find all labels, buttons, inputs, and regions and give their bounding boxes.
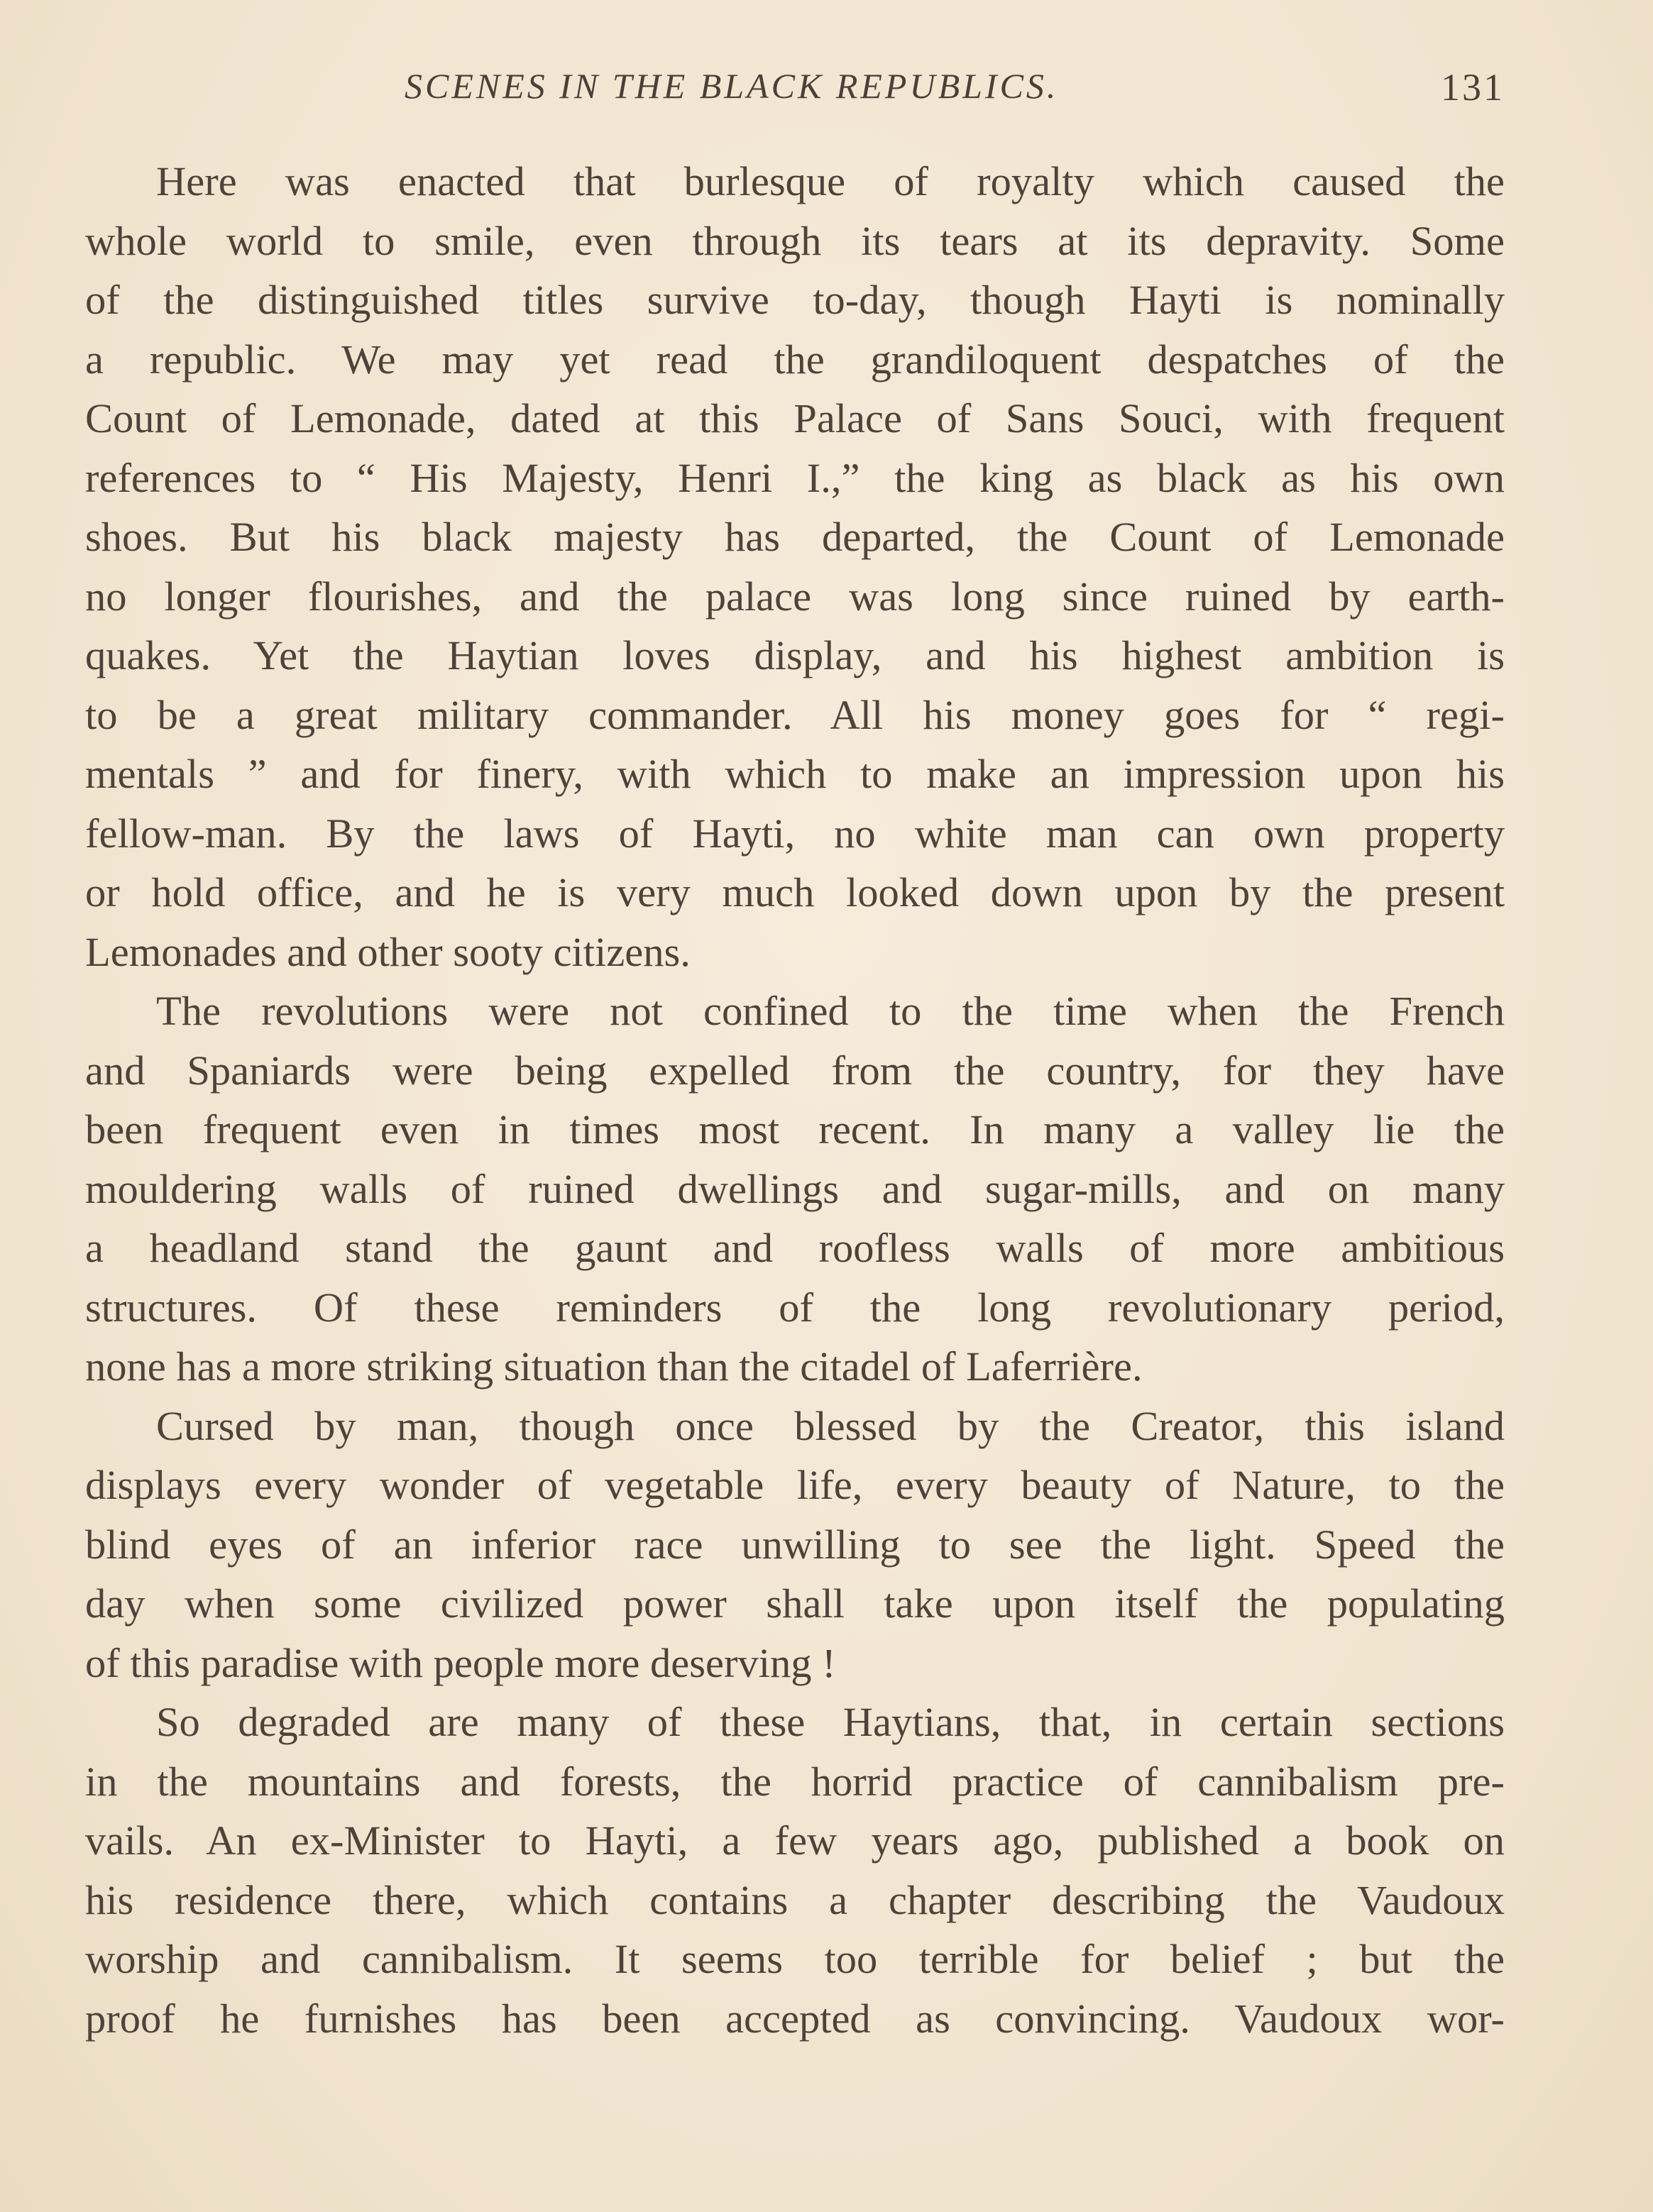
text-line: day when some civilized power shall take upon itself the populating xyxy=(85,1580,1505,1627)
text-line: mouldering walls of ruined dwellings and sugar-mills, and on many xyxy=(85,1165,1505,1212)
text-line: proof he furnishes has been accepted as convincing. Vaudoux wor- xyxy=(85,1995,1505,2042)
text-line: mentals ” and for finery, with which to make an impression upon his xyxy=(85,751,1505,797)
text-line: to be a great military commander. All his money goes for “ regi- xyxy=(85,691,1505,738)
text-line: none has a more striking situation than the citadel of Laferrière. xyxy=(85,1343,1143,1390)
text-line: whole world to smile, even through its tears at its depravity. Some xyxy=(85,217,1505,264)
text-line: a headland stand the gaunt and roofless walls of more ambitious xyxy=(85,1225,1505,1271)
text-line: displays every wonder of vegetable life, every beauty of Nature, to the xyxy=(85,1462,1505,1508)
text-line: blind eyes of an inferior race unwilling to see the light. Speed the xyxy=(85,1521,1505,1568)
page-number: 131 xyxy=(1441,66,1505,109)
text-line: in the mountains and forests, the horrid practice of cannibalism pre- xyxy=(85,1758,1505,1805)
text-line: references to “ His Majesty, Henri I.,” the king as black as his own xyxy=(85,454,1505,501)
text-line: a republic. We may yet read the grandiloquent despatches of the xyxy=(85,336,1505,383)
text-line: Cursed by man, though once blessed by the Creator, this island xyxy=(156,1402,1505,1449)
text-line: worship and cannibalism. It seems too terrible for belief ; but the xyxy=(85,1936,1505,1982)
running-title: SCENES IN THE BLACK REPUBLICS. xyxy=(405,66,1059,106)
text-line: The revolutions were not confined to the time when the French xyxy=(156,988,1505,1034)
text-line: his residence there, which contains a chapter describing the Vaudoux xyxy=(85,1876,1505,1923)
text-line: fellow-man. By the laws of Hayti, no white man can own property xyxy=(85,810,1505,857)
text-line: So degraded are many of these Haytians, that, in certain sections xyxy=(156,1699,1505,1745)
text-line: shoes. But his black majesty has departed, the Count of Lemonade xyxy=(85,514,1505,560)
text-line: Count of Lemonade, dated at this Palace of Sans Souci, with frequent xyxy=(85,395,1505,441)
text-line: Here was enacted that burlesque of royalty which caused the xyxy=(156,158,1505,204)
text-line: Lemonades and other sooty citizens. xyxy=(85,928,691,975)
text-line: of this paradise with people more deserving ! xyxy=(85,1639,836,1686)
text-line: vails. An ex-Minister to Hayti, a few years ago, published a book on xyxy=(85,1817,1505,1864)
text-line: structures. Of these reminders of the long revolutionary period, xyxy=(85,1284,1505,1331)
text-line: or hold office, and he is very much looked down upon by the present xyxy=(85,869,1505,915)
text-line: of the distinguished titles survive to-day, though Hayti is nominally xyxy=(85,277,1505,323)
text-line: and Spaniards were being expelled from the country, for they have xyxy=(85,1047,1505,1094)
text-line: quakes. Yet the Haytian loves display, and his highest ambition is xyxy=(85,632,1505,678)
running-head xyxy=(85,65,1505,115)
text-line: been frequent even in times most recent. In many a valley lie the xyxy=(85,1106,1505,1152)
body-text xyxy=(85,152,1505,2048)
text-line: no longer flourishes, and the palace was long since ruined by earth- xyxy=(85,573,1505,620)
